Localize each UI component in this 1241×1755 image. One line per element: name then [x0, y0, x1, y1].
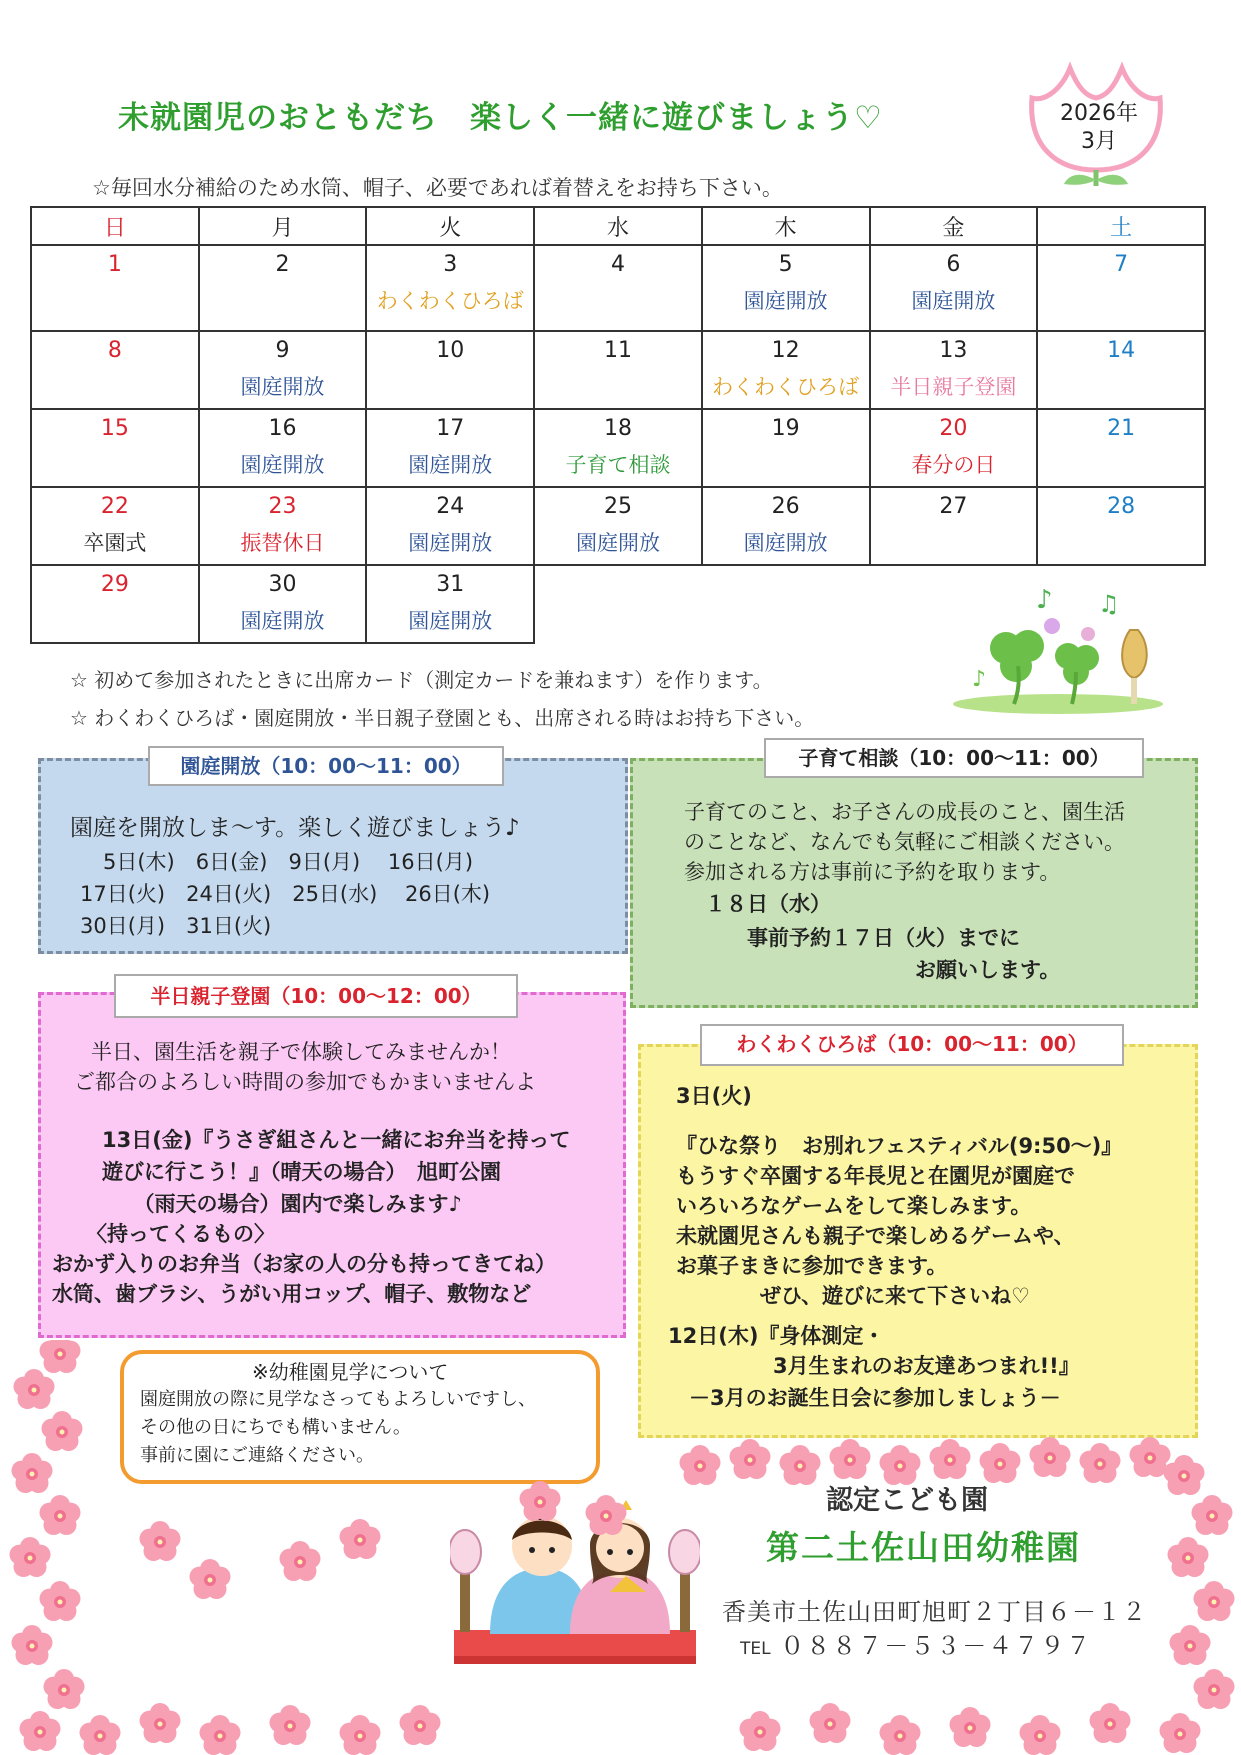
- day-event: 振替休日: [240, 531, 325, 555]
- empty-cell: [702, 565, 870, 643]
- day-number: 12: [771, 338, 800, 363]
- day-cell: [366, 409, 534, 487]
- day-number: 24: [436, 494, 465, 519]
- badge-year: 2026年: [1060, 101, 1138, 126]
- calendar-week: [31, 245, 1205, 331]
- day-cell: [1037, 409, 1205, 487]
- day-cell: [366, 487, 534, 565]
- note-line: ☆ わくわくひろば・園庭開放・半日親子登園とも、出席される時はお持ち下さい。: [70, 706, 815, 730]
- day-number: 2: [275, 252, 290, 277]
- day-cell: [31, 245, 199, 331]
- waku-line: もうすぐ卒園する年長児と在園児が園庭で: [676, 1164, 1075, 1188]
- day-number: 23: [268, 494, 297, 519]
- day-cell: [534, 245, 702, 331]
- day-event: 園庭開放: [240, 453, 325, 477]
- day-number: 10: [436, 338, 465, 363]
- day-number: 20: [939, 416, 968, 441]
- note-line: ☆ 初めて参加されたときに出席カード（測定カードを兼ねます）を作ります。: [70, 668, 773, 692]
- day-cell: [1037, 487, 1205, 565]
- visit-line: 園庭開放の際に見学なさってもよろしいですし、: [140, 1389, 536, 1410]
- day-number: 18: [603, 416, 632, 441]
- day-cell: [199, 409, 367, 487]
- day-event: 園庭開放: [743, 531, 828, 555]
- day-cell: [31, 487, 199, 565]
- day-cell: [199, 331, 367, 409]
- garden-line: 園庭を開放しま～す。楽しく遊びましょう♪: [70, 815, 520, 841]
- svg-text:♪: ♪: [972, 667, 987, 692]
- waku-line: 3日(火): [676, 1084, 752, 1108]
- day-cell: [1037, 331, 1205, 409]
- day-event: 園庭開放: [408, 609, 493, 633]
- empty-cell: [534, 565, 702, 643]
- day-number: 13: [939, 338, 968, 363]
- school-address: 香美市土佐山田町旭町２丁目６－１２: [722, 1598, 1147, 1626]
- day-cell: [870, 331, 1038, 409]
- day-number: 11: [603, 338, 632, 363]
- day-event: 園庭開放: [408, 453, 493, 477]
- day-cell: [534, 487, 702, 565]
- day-cell: [31, 409, 199, 487]
- waku-line: 未就園児さんも親子で楽しめるゲームや、: [676, 1224, 1075, 1248]
- day-number: 6: [946, 252, 961, 277]
- day-cell: [702, 331, 870, 409]
- waku-hiroba-header: わくわくひろば（10：00～11：00）: [700, 1024, 1124, 1066]
- school-type: 認定こども園: [826, 1485, 988, 1516]
- day-cell: [31, 565, 199, 643]
- half-day-line: 遊びに行こう！』（晴天の場合） 旭町公園: [60, 1160, 501, 1184]
- consultation-line: 参加される方は事前に予約を取ります。: [684, 860, 1061, 884]
- consultation-line: 事前予約１７日（火）までに: [684, 926, 1020, 950]
- day-cell: [1037, 245, 1205, 331]
- day-number: 21: [1107, 416, 1136, 441]
- day-number: 26: [771, 494, 800, 519]
- consultation-line: 子育てのこと、お子さんの成長のこと、園生活: [684, 800, 1125, 824]
- half-day-line: （雨天の場合）園内で楽しみます♪: [60, 1192, 462, 1216]
- plum-blossom-border: [0, 1340, 1241, 1755]
- half-day-line: 〈持ってくるもの〉: [86, 1222, 275, 1246]
- day-event: 園庭開放: [240, 375, 325, 399]
- school-name: 第二土佐山田幼稚園: [766, 1528, 1081, 1567]
- day-cell: [366, 565, 534, 643]
- waku-line: お菓子まきに参加できます。: [676, 1254, 948, 1278]
- weekday-header: [31, 207, 1205, 245]
- day-cell: [366, 331, 534, 409]
- day-number: 14: [1107, 338, 1136, 363]
- day-number: 15: [100, 416, 129, 441]
- half-day-line: 水筒、歯ブラシ、うがい用コップ、帽子、敷物など: [52, 1282, 532, 1306]
- day-event: わくわくひろば: [712, 375, 860, 399]
- page-title: 未就園児のおともだち 楽しく一緒に遊びましょう♡: [118, 100, 883, 136]
- consultation-line: １８日（水）: [684, 892, 831, 916]
- day-event: 子育て相談: [565, 453, 671, 477]
- day-event: 卒園式: [83, 531, 147, 555]
- day-event: 園庭開放: [575, 531, 660, 555]
- clover-icon: [948, 586, 1168, 716]
- day-number: 1: [107, 252, 122, 277]
- day-cell: [870, 409, 1038, 487]
- consultation-header: 子育て相談（10：00～11：00）: [764, 738, 1144, 778]
- waku-line: いろいろなゲームをして楽しみます。: [676, 1194, 1032, 1218]
- half-day-line: 13日(金)『うさぎ組さんと一緒にお弁当を持って: [60, 1128, 571, 1152]
- half-day-header: 半日親子登園（10：00～12：00）: [114, 974, 518, 1018]
- weekday-tue: 火: [366, 207, 534, 245]
- day-cell: [199, 245, 367, 331]
- day-event: 園庭開放: [743, 289, 828, 313]
- day-cell: [702, 487, 870, 565]
- svg-text:♫: ♫: [1098, 590, 1120, 618]
- weekday-mon: 月: [199, 207, 367, 245]
- plum-blossom-icon: [10, 1340, 1235, 1755]
- day-number: 4: [610, 252, 625, 277]
- waku-line: 『ひな祭り お別れフェスティバル(9:50～)』: [676, 1134, 1123, 1158]
- waku-line: －3月のお誕生日会に参加しましょう－: [668, 1386, 1061, 1410]
- calendar-week: [31, 331, 1205, 409]
- half-day-line: おかず入りのお弁当（お家の人の分も持ってきてね）: [52, 1252, 556, 1276]
- day-number: 3: [443, 252, 458, 277]
- day-event: 園庭開放: [240, 609, 325, 633]
- day-cell: [870, 487, 1038, 565]
- day-number: 17: [436, 416, 465, 441]
- day-number: 16: [268, 416, 297, 441]
- weekday-fri: 金: [870, 207, 1038, 245]
- day-number: 9: [275, 338, 290, 363]
- day-event: わくわくひろば: [376, 289, 524, 313]
- consultation-line: のことなど、なんでも気軽にご相談ください。: [684, 830, 1125, 854]
- day-event: 園庭開放: [408, 531, 493, 555]
- day-cell: [366, 245, 534, 331]
- day-number: 8: [107, 338, 122, 363]
- calendar-week: [31, 487, 1205, 565]
- day-number: 31: [436, 572, 465, 597]
- day-cell: [199, 487, 367, 565]
- day-number: 22: [100, 494, 129, 519]
- waku-line: 3月生まれのお友達あつまれ!!』: [668, 1354, 1080, 1378]
- tel-label: TEL: [740, 1639, 771, 1659]
- day-number: 27: [939, 494, 968, 519]
- day-event: 園庭開放: [911, 289, 996, 313]
- day-number: 5: [778, 252, 793, 277]
- garden-line: 5日(木) 6日(金) 9日(月) 16日(月): [82, 850, 474, 874]
- tel-number: ０８８７－５３－４７９７: [780, 1632, 1093, 1660]
- day-event: 半日親子登園: [890, 375, 1017, 399]
- date-badge: [1046, 100, 1152, 156]
- day-cell: [199, 565, 367, 643]
- day-number: 28: [1107, 494, 1136, 519]
- weekday-wed: 水: [534, 207, 702, 245]
- svg-text:♪: ♪: [1036, 586, 1053, 615]
- garden-line: 17日(火) 24日(火) 25日(水) 26日(木): [80, 882, 491, 906]
- visit-line: その他の日にちでも構いません。: [140, 1417, 411, 1438]
- day-cell: [534, 331, 702, 409]
- badge-month: 3月: [1081, 129, 1117, 154]
- visit-title: ※幼稚園見学について: [252, 1360, 449, 1384]
- half-day-line: ご都合のよろしい時間の参加でもかまいませんよ: [74, 1070, 536, 1094]
- day-event: 春分の日: [911, 453, 996, 477]
- day-cell: [702, 409, 870, 487]
- weekday-sat: 土: [1037, 207, 1205, 245]
- day-cell: [870, 245, 1038, 331]
- top-note: ☆毎回水分補給のため水筒、帽子、必要であれば着替えをお持ち下さい。: [92, 176, 783, 200]
- day-number: 7: [1114, 252, 1129, 277]
- garden-line: 30日(月) 31日(火): [80, 914, 272, 938]
- consultation-line: お願いします。: [684, 958, 1061, 982]
- day-number: 25: [603, 494, 632, 519]
- weekday-sun: 日: [31, 207, 199, 245]
- day-number: 29: [100, 572, 129, 597]
- day-cell: [534, 409, 702, 487]
- day-number: 19: [771, 416, 800, 441]
- calendar-week: [31, 409, 1205, 487]
- weekday-thu: 木: [702, 207, 870, 245]
- waku-line: ぜひ、遊びに来て下さいね♡: [676, 1284, 1030, 1308]
- day-cell: [31, 331, 199, 409]
- calendar: [30, 206, 1206, 644]
- garden-open-header: 園庭開放（10：00～11：00）: [148, 746, 504, 786]
- day-number: 30: [268, 572, 297, 597]
- half-day-line: 半日、園生活を親子で体験してみませんか！: [70, 1040, 511, 1064]
- waku-line: 12日(木)『身体測定・: [668, 1324, 885, 1348]
- visit-line: 事前に園にご連絡ください。: [140, 1445, 374, 1466]
- day-cell: [702, 245, 870, 331]
